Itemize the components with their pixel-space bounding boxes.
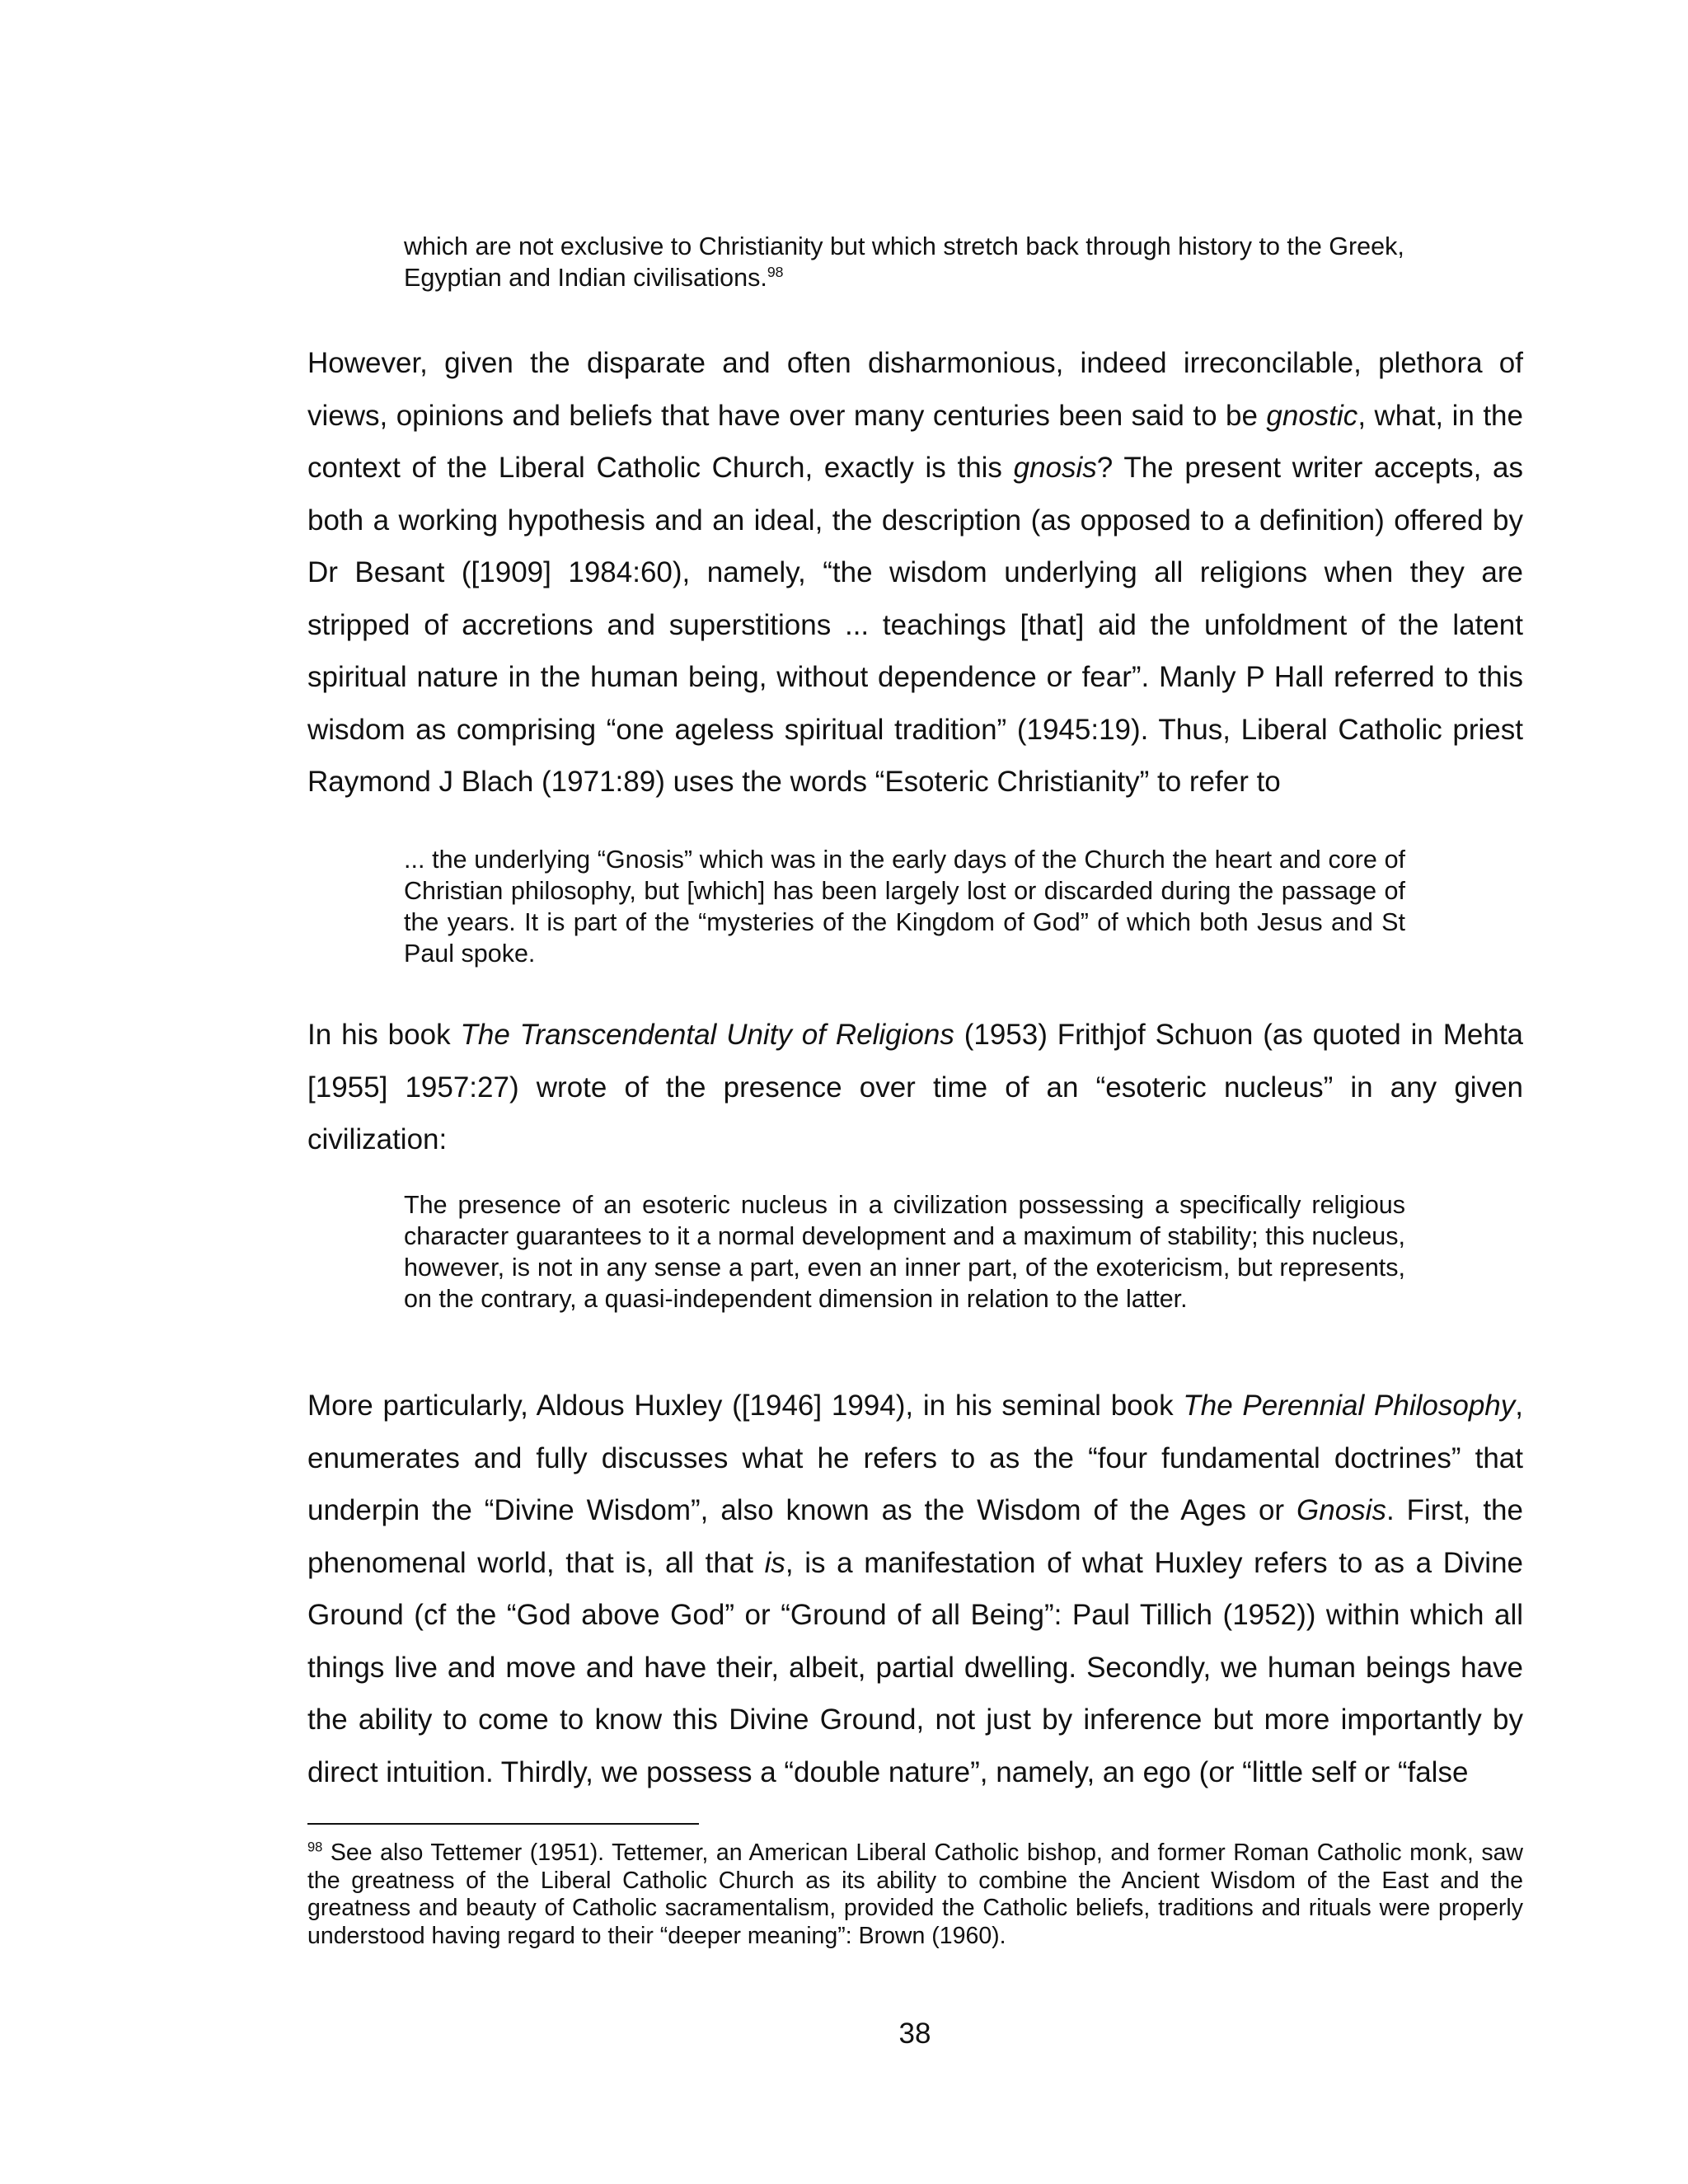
page-number: 38	[898, 2018, 931, 2050]
quote-text: which are not exclusive to Christianity but which stretch back through history to the Greek, Egyptian and Indian civilisations.	[404, 232, 1404, 292]
footnote-text: See also Tettemer (1951). Tettemer, an American Liberal Catholic bishop, and former Roman Catholic monk, saw the greatness of the Liberal Catholic Church as its ability to combine the Ancient Wisdom of the East and the greatness and beauty of Catholic sacramentalism, provided the Catholic beliefs, traditions and rituals were properly understood having regard to their “deeper meaning”: Brown (1960).	[307, 1840, 1523, 1949]
paragraph-text: More particularly, Aldous Huxley ([1946] 1994), in his seminal book	[307, 1390, 1184, 1422]
paragraph-text: , enumerates and fully discusses what he refers to as the “four fundamental doctrines” that underpin the “Divine Wisdom”, also known as the Wisdom of the Ages or	[307, 1390, 1523, 1526]
block-quote-continuation	[404, 231, 1405, 293]
paragraph-text: , is a manifestation of what Huxley refers to as a Divine Ground (cf the “God above God” or “Ground of all Being”: Paul Tillich (1952)) within which all things live and move and have their, albeit, partial dwelling. Secondly, we human beings have the ability to come to know this Divine Ground, not just by inference but more importantly by direct intuition. Thirdly, we possess a “double nature”, namely, an ego (or “little self or “false	[307, 1546, 1523, 1788]
quote-text: The presence of an esoteric nucleus in a civilization possessing a specifically religious character guarantees to it a normal development and a maximum of stability; this nucleus, however, is not in any sense a part, even an inner part, of the exotericism, but represents, on the contrary, a quasi-independent dimension in relation to the latter.	[404, 1191, 1405, 1313]
paragraph-text: In his book	[307, 1019, 461, 1051]
body-paragraph-schuon	[307, 1009, 1523, 1166]
italic-term: gnostic	[1266, 399, 1358, 432]
footnote-separator	[307, 1823, 699, 1825]
footnote-98	[307, 1840, 1523, 1950]
italic-term: is	[764, 1546, 785, 1579]
paragraph-text: However, given the disparate and often disharmonious, indeed irreconcilable, plethora of views, opinions and beliefs that have over many centuries been said to be	[307, 347, 1523, 432]
paragraph-text: , what, in the context of the Liberal Catholic Church, exactly is this	[307, 399, 1523, 484]
paragraph-text: (1953) Frithjof Schuon (as quoted in Mehta [1955] 1957:27) wrote of the presence over time of an “esoteric nucleus” in any given civilization:	[307, 1019, 1524, 1155]
paragraph-text: . First, the phenomenal world, that is, all that	[307, 1494, 1523, 1579]
block-quote-schuon	[404, 1189, 1405, 1315]
paragraph-text: ? The present writer accepts, as both a working hypothesis and an ideal, the description (as opposed to a definition) offered by Dr Besant ([1909] 1984:60), namely, “the wisdom underlying all religions when they are stripped of accretions and superstitions ... teachings [that] aid the unfoldment of the latent spiritual nature in the human being, without dependence or fear”. Manly P Hall referred to this wisdom as comprising “one ageless spiritual tradition” (1945:19). Thus, Liberal Catholic priest Raymond J Blach (1971:89) uses the words “Esoteric Christianity” to refer to	[307, 452, 1523, 798]
italic-term: Gnosis	[1296, 1494, 1386, 1526]
italic-book-title: The Transcendental Unity of Religions	[460, 1019, 954, 1051]
block-quote-blach	[404, 844, 1405, 969]
italic-term: gnosis	[1013, 452, 1097, 484]
body-paragraph-gnosis	[307, 337, 1523, 808]
body-paragraph-huxley	[307, 1380, 1523, 1798]
footnote-number: 98	[307, 1839, 323, 1855]
quote-text: ... the underlying “Gnosis” which was in the early days of the Church the heart and core of Christian philosophy, but [which] has been largely lost or discarded during the passage of the years. It is part of the “mysteries of the Kingdom of God” of which both Jesus and St Paul spoke.	[404, 846, 1405, 968]
footnote-reference[interactable]: 98	[767, 263, 784, 280]
italic-book-title: The Perennial Philosophy	[1183, 1390, 1516, 1422]
